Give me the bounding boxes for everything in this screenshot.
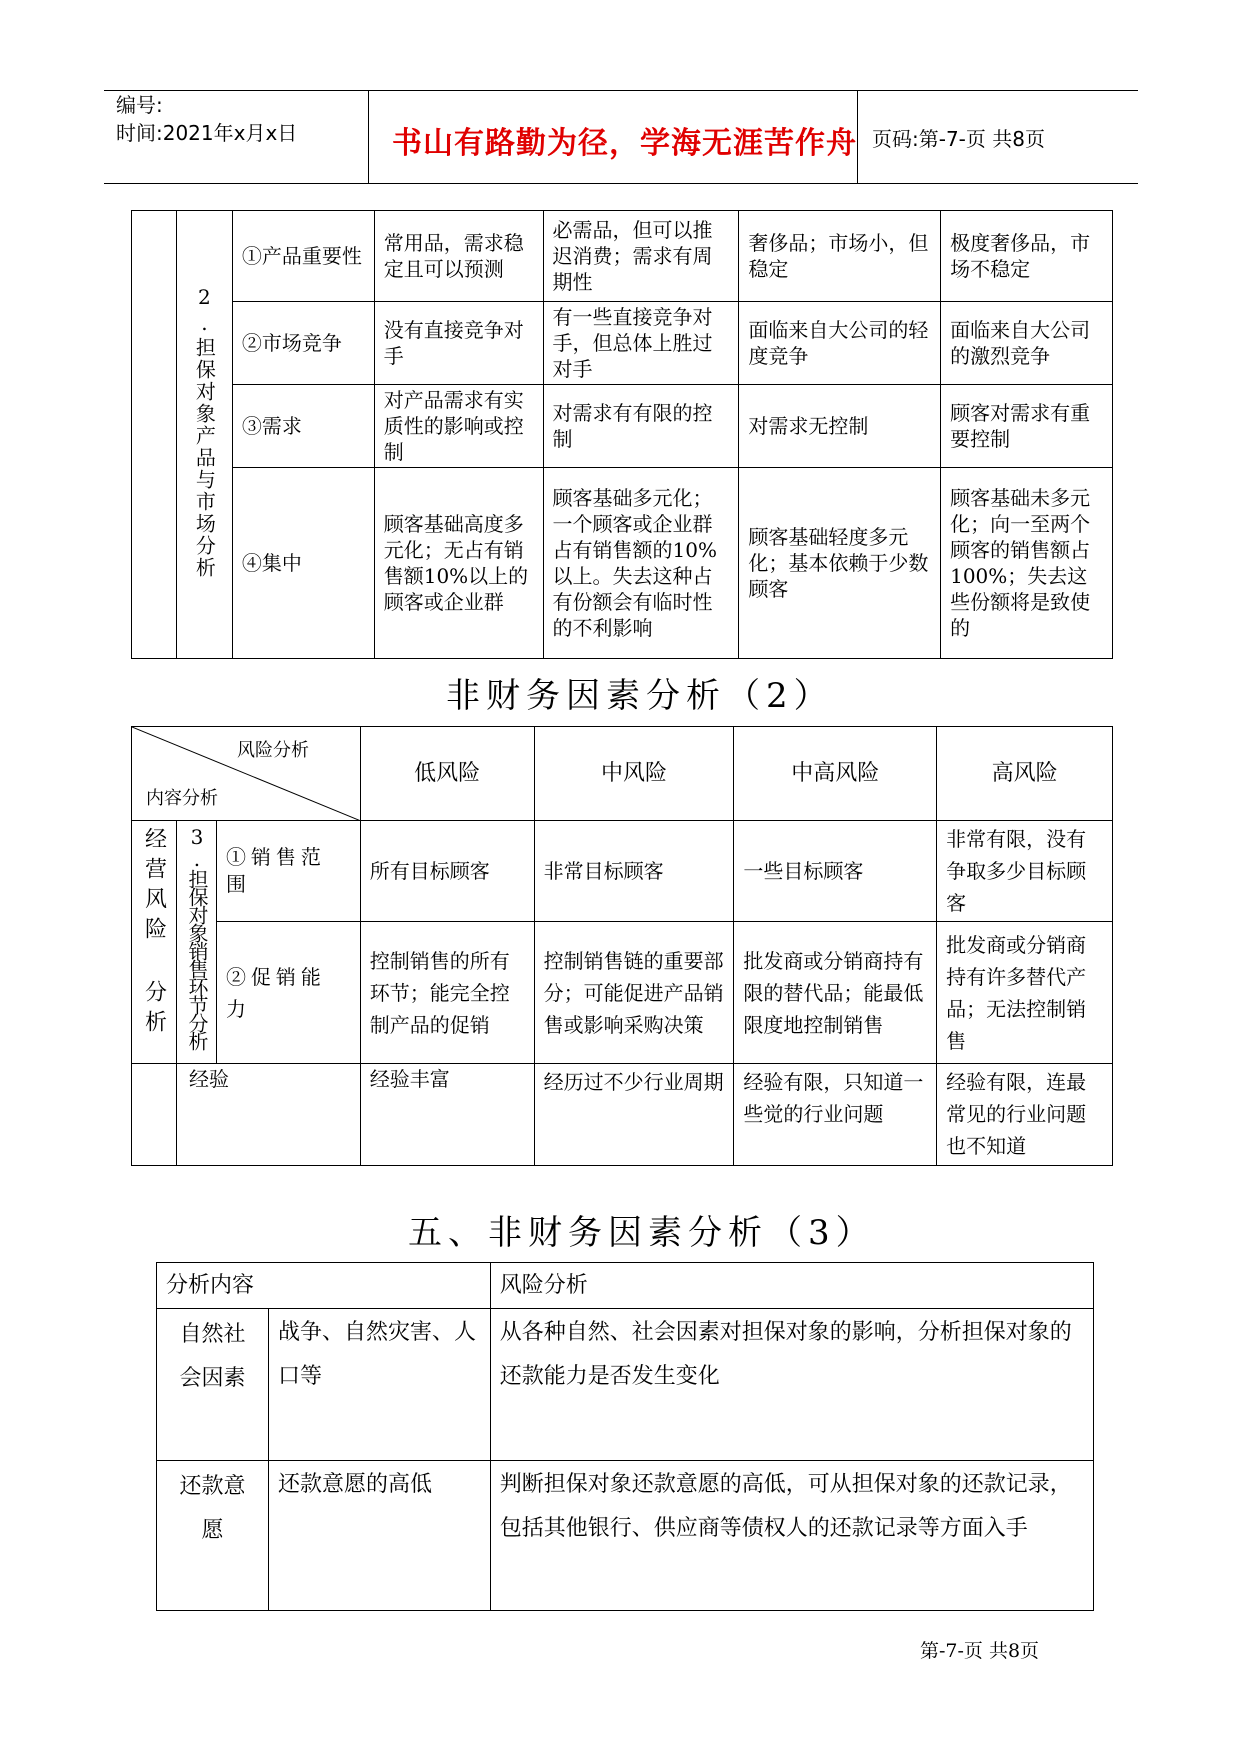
blank-cell [132, 1064, 177, 1166]
header-low-risk: 低风险 [360, 727, 534, 821]
mid-risk-cell: 经历过不少行业周期 [534, 1064, 734, 1166]
high-risk-cell: 顾客对需求有重要控制 [941, 385, 1113, 468]
item-cell: 经验 [176, 1064, 360, 1166]
diagonal-header-cell [132, 727, 361, 821]
diagonal-bottom-label: 内容分析 [146, 788, 218, 809]
group-label: 2.担保对象产品与市场分析 [192, 284, 217, 579]
header-analysis-content: 分析内容 [157, 1263, 491, 1309]
product-market-table [131, 210, 1113, 659]
item-cell: ①销售范围 [216, 821, 360, 922]
header-motto: 书山有路勤为径，学海无涯苦作舟 [392, 126, 857, 161]
mid-risk-cell: 有一些直接竞争对手，但总体上胜过对手 [543, 302, 739, 385]
group-label-cell [176, 821, 216, 1064]
sales-analysis-table [131, 726, 1113, 1166]
header-page-label: 页码:第-7-页 共8页 [872, 127, 1045, 151]
mid-risk-cell: 必需品，但可以推迟消费；需求有周期性 [543, 211, 739, 302]
item-cell: ②促销能力 [216, 922, 360, 1064]
midhigh-risk-cell: 一些目标顾客 [734, 821, 937, 922]
low-risk-cell: 常用品，需求稳定且可以预测 [374, 211, 543, 302]
high-risk-cell: 顾客基础未多元化；向一至两个顾客的销售额占100%；失去这些份额将是致使的 [941, 468, 1113, 659]
blank-cell [132, 211, 177, 659]
high-risk-cell: 面临来自大公司的激烈竞争 [941, 302, 1113, 385]
midhigh-risk-cell: 面临来自大公司的轻度竞争 [739, 302, 941, 385]
group-label: 3.担保对象销售环节分析 [184, 825, 209, 1049]
mid-risk-cell: 控制销售链的重要部分；可能促进产品销售或影响采购决策 [534, 922, 734, 1064]
item-cell: ①产品重要性 [232, 211, 374, 302]
header-top-rule [104, 90, 1138, 91]
low-risk-cell: 控制销售的所有环节；能完全控制产品的促销 [360, 922, 534, 1064]
header-mid-risk: 中风险 [534, 727, 734, 821]
low-risk-cell: 没有直接竞争对手 [374, 302, 543, 385]
low-risk-cell: 对产品需求有实质性的影响或控制 [374, 385, 543, 468]
midhigh-risk-cell: 对需求无控制 [739, 385, 941, 468]
factor-cell: 自然社会因素 [157, 1309, 269, 1461]
header-risk-analysis: 风险分析 [490, 1263, 1093, 1309]
factor-cell: 还款意愿 [157, 1461, 269, 1611]
group-label-cell [176, 211, 232, 659]
diagonal-top-label: 风险分析 [237, 740, 309, 761]
natural-social-factors-table [156, 1262, 1094, 1611]
item-cell: ②市场竞争 [232, 302, 374, 385]
item-cell: ③需求 [232, 385, 374, 468]
high-risk-cell: 批发商或分销商持有许多替代产品；无法控制销售 [937, 922, 1113, 1064]
header-bottom-rule [104, 183, 1138, 184]
header-divider [857, 90, 858, 183]
low-risk-cell: 顾客基础高度多元化；无占有销售额10%以上的顾客或企业群 [374, 468, 543, 659]
analysis-cell: 从各种自然、社会因素对担保对象的影响，分析担保对象的还款能力是否发生变化 [490, 1309, 1093, 1461]
section-label-cell [132, 821, 177, 1064]
analysis-cell: 判断担保对象还款意愿的高低，可从担保对象的还款记录，包括其他银行、供应商等债权人的还款记录等方面入手 [490, 1461, 1093, 1611]
low-risk-cell: 经验丰富 [360, 1064, 534, 1166]
mid-risk-cell: 对需求有有限的控制 [543, 385, 739, 468]
item-cell: ④集中 [232, 468, 374, 659]
content-cell: 还款意愿的高低 [268, 1461, 490, 1611]
mid-risk-cell: 顾客基础多元化；一个顾客或企业群占有销售额的10%以上。失去这种占有份额会有临时性的不利影响 [543, 468, 739, 659]
high-risk-cell: 非常有限，没有争取多少目标顾客 [937, 821, 1113, 922]
document-number-label: 编号: [116, 93, 163, 117]
header-divider [368, 90, 369, 183]
high-risk-cell: 经验有限，连最常见的行业问题也不知道 [937, 1064, 1113, 1166]
midhigh-risk-cell: 奢侈品；市场小，但稳定 [739, 211, 941, 302]
section-label: 经营风险 分析 [141, 827, 167, 1040]
midhigh-risk-cell: 经验有限，只知道一些觉的行业问题 [734, 1064, 937, 1166]
high-risk-cell: 极度奢侈品，市场不稳定 [941, 211, 1113, 302]
mid-risk-cell: 非常目标顾客 [534, 821, 734, 922]
page-footer: 第-7-页 共8页 [920, 1640, 1040, 1662]
content-cell: 战争、自然灾害、人口等 [268, 1309, 490, 1461]
midhigh-risk-cell: 批发商或分销商持有限的替代品；能最低限度地控制销售 [734, 922, 937, 1064]
midhigh-risk-cell: 顾客基础轻度多元化；基本依赖于少数顾客 [739, 468, 941, 659]
document-time-label: 时间:2021年x月x日 [116, 121, 298, 145]
section-title-2: 非财务因素分析（2） [446, 676, 834, 716]
section-title-3: 五、非财务因素分析（3） [408, 1213, 876, 1253]
header-midhigh-risk: 中高风险 [734, 727, 937, 821]
low-risk-cell: 所有目标顾客 [360, 821, 534, 922]
header-high-risk: 高风险 [937, 727, 1113, 821]
